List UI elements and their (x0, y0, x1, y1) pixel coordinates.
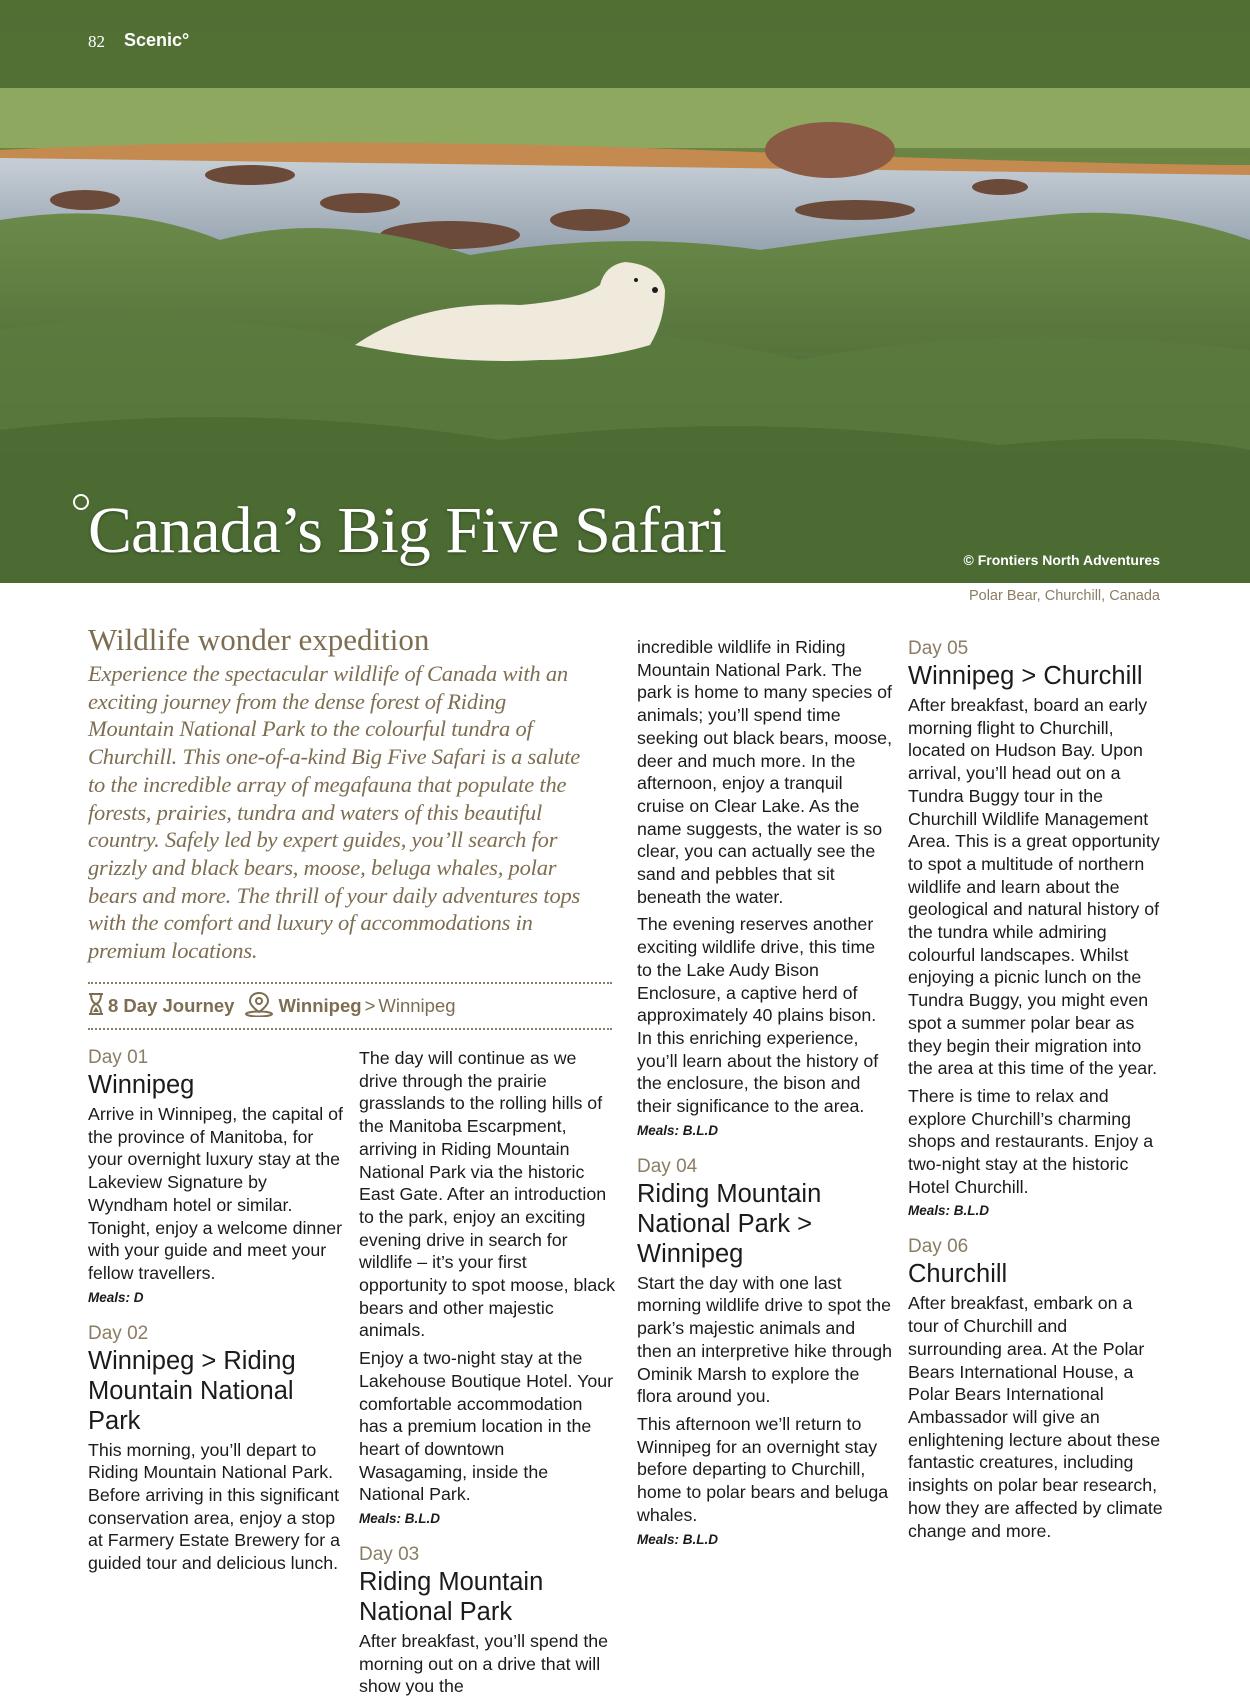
day-06-label: Day 06 (908, 1236, 969, 1258)
page-number: 82 (88, 32, 105, 51)
title-ring-icon (73, 494, 89, 510)
trip-info-bar (88, 982, 612, 1030)
photo-caption: Polar Bear, Churchill, Canada (968, 588, 1160, 604)
day-04-title: Riding Mountain National Park > Winnipeg (637, 1179, 822, 1268)
day-04-text-1: Start the day with one last morning wildlife drive to spot the park’s majestic animals and then an interpretive hike through Ominik Marsh to explore the flora around you. (637, 1272, 893, 1407)
day-06-title: Churchill (908, 1260, 1008, 1289)
day-03-text-2: incredible wildlife in Riding Mountain National Park. The park is home to many species of animals; you’ll spend time seeking out black bears, moose, deer and much more. In the afternoon, enjoy a tranquil cruise on Clear Lake. As the name suggests, the water is so clear, you can actually see the sand and pebbles that sit beneath the water. (637, 637, 893, 907)
day-02-text-3: Enjoy a two-night stay at the Lakehouse Boutique Hotel. Your comfortable accommodation has a premium location in the heart of downtown Wasagaming, inside the National Park. (359, 1348, 614, 1505)
day-01-label: Day 01 (88, 1047, 149, 1068)
day-03-text-3: The evening reserves another exciting wildlife drive, this time to the Lake Audy Bison Enclosure, a captive herd of approximately 40 plains bison. In this enriching experience, you’ll learn about the history of the enclosure, the bison and their significance to the area. (637, 914, 879, 1117)
day-05-label: Day 05 (908, 638, 969, 659)
hourglass-icon (88, 993, 104, 1020)
day-02-title: Winnipeg > Riding Mountain National Park (88, 1346, 296, 1435)
itinerary-column-4 (908, 638, 1164, 1547)
brand-logo: Scenic° (124, 30, 190, 50)
day-06-text: After breakfast, embark on a tour of Churchill and surrounding area. At the Polar Bears International House, a Polar Bears International Ambassador will give an enlightening lecture about these fantastic creatures, including insights on polar bear research, how they are affected by climate change and more. (908, 1293, 1163, 1541)
day-05-meals: Meals: B.L.D (908, 1203, 990, 1219)
day-01-title: Winnipeg (88, 1071, 195, 1099)
trip-end: Winnipeg (378, 995, 456, 1016)
day-02-label: Day 02 (88, 1322, 149, 1344)
trip-start: Winnipeg (278, 995, 362, 1016)
photo-credit: © Frontiers North Adventures (963, 552, 1160, 568)
page-title: Canada’s Big Five Safari (88, 494, 726, 567)
day-01-text: Arrive in Winnipeg, the capital of the province of Manitoba, for your overnight luxury stay at the Lakeview Signature by Wyndham hotel or similar. Tonight, enjoy a welcome dinner with your guide and meet your fellow travellers. (88, 1104, 343, 1283)
day-05-text-1: After breakfast, board an early morning flight to Churchill, located on Hudson Bay. Upon arrival, you’ll head out on a Tundra Buggy tour in the Churchill Wildlife Management Area. This is a great opportunity to spot a multitude of northern wildlife and learn about the geological and natural history of the tundra while admiring colourful landscapes. Whilst enjoying a picnic lunch on the Tundra Buggy, you might even spot a summer polar bear as they begin their migration into the area at this time of the year. (908, 695, 1160, 1079)
day-03-title: Riding Mountain National Park (359, 1568, 544, 1627)
day-05-text-2: There is time to relax and explore Churchill’s charming shops and restaurants. Enjoy a two-night stay at the historic Hotel Churchill. (908, 1085, 1154, 1197)
intro-body: Experience the spectacular wildlife of Canada with an exciting journey from the dense forest of Riding Mountain National Park to the colourful tundra of Churchill. This one-of-a-kind Big Five Safari is a salute to the incredible array of megafauna that populate the forests, prairies, tundra and waters of this beautiful country. Safely led by expert guides, you’ll search for grizzly and black bears, moose, beluga whales, polar bears and more. The thrill of your daily adventures tops with the comfort and luxury of accommodations in premium locations. (88, 661, 581, 964)
intro-heading: Wildlife wonder expedition (88, 622, 430, 657)
day-03-label: Day 03 (359, 1544, 420, 1566)
day-03-meals: Meals: B.L.D (637, 1122, 719, 1138)
day-02-text-1: This morning, you’ll depart to Riding Mountain National Park. Before arriving in this significant conservation area, enjoy a stop at Farmery Estate Brewery for a guided tour and delicious lunch. (88, 1439, 340, 1574)
itinerary-column-2 (359, 1047, 615, 1703)
day-01-meals: Meals: D (88, 1289, 144, 1305)
day-02-text-2: The day will continue as we drive through the prairie grasslands to the rolling hills of the Manitoba Escarpment, arriving in Riding Mountain National Park via the historic East Gate. After an introduction to the park, enjoy an exciting evening drive in search for wildlife – it’s your first opportunity to spot moose, black bears and other majestic animals. (359, 1048, 615, 1341)
day-04-label: Day 04 (637, 1155, 698, 1177)
day-04-meals: Meals: B.L.D (637, 1531, 719, 1547)
location-pin-icon (244, 991, 274, 1022)
day-02-meals: Meals: B.L.D (359, 1511, 441, 1527)
chevron-right-icon: > (364, 995, 376, 1016)
itinerary-column-3 (637, 636, 893, 1565)
trip-duration: 8 Day Journey (108, 995, 235, 1016)
day-05-title: Winnipeg > Churchill (908, 662, 1143, 690)
itinerary-column-1 (88, 1047, 346, 1580)
day-03-text-1: After breakfast, you’ll spend the morning out on a drive that will show you the (359, 1631, 609, 1697)
day-04-text-2: This afternoon we’ll return to Winnipeg for an overnight stay before departing to Churchill, home to polar bears and beluga whales. (637, 1413, 889, 1525)
